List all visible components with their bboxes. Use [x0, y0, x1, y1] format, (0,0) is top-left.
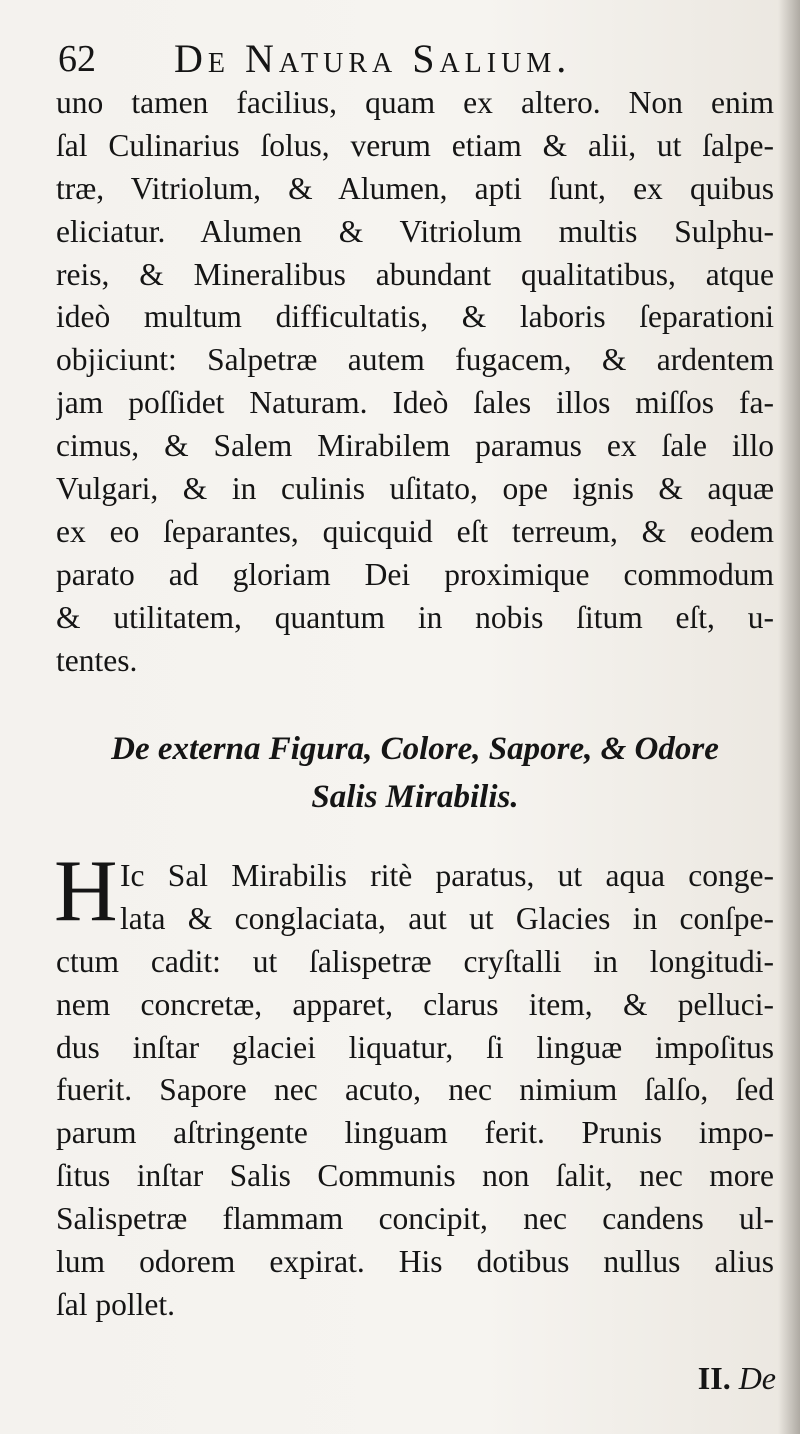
catchword-text: De — [738, 1360, 776, 1396]
text-line: ex eo ſeparantes, quicquid eſt terreum, & eodem — [56, 513, 774, 549]
text-line: jam poſſidet Naturam. Ideò ſales illos miſſos fa- — [56, 385, 774, 421]
text-line: uno tamen facilius, quam ex altero. Non enim — [56, 85, 774, 120]
page-number: 62 — [58, 38, 96, 80]
section-heading — [56, 725, 774, 821]
catchword-numeral: II. — [697, 1360, 731, 1396]
text-line: ideò multum difficultatis, & laboris ſeparationi — [56, 299, 774, 335]
text-line: ſal pollet. — [56, 1286, 175, 1322]
heading-line: Salis Mirabilis. — [311, 779, 519, 815]
text-line: parato ad gloriam Dei proximique commodum — [56, 556, 774, 592]
text-line: fuerit. Sapore nec acuto, nec nimium ſalſo, ſed — [56, 1072, 774, 1108]
text-line: træ, Vitriolum, & Alumen, apti ſunt, ex quibus — [56, 170, 774, 206]
text-line: dus inſtar glaciei liquatur, ſi linguæ impoſitus — [56, 1029, 774, 1065]
running-title: De Natura Salium. — [174, 36, 572, 81]
text-line: eliciatur. Alumen & Vitriolum multis Sulphu- — [56, 213, 774, 249]
page-header — [58, 34, 778, 84]
text-line: ctum cadit: ut ſalispetræ cryſtalli in longitudi- — [56, 943, 774, 979]
text-line: & utilitatem, quantum in nobis ſitum eſt, u- — [56, 599, 774, 635]
text-line: cimus, & Salem Mirabilem paramus ex ſale illo — [56, 428, 774, 464]
text-line: Salispetræ flammam concipit, nec candens ul- — [56, 1201, 774, 1237]
text-line: ſal Culinarius ſolus, verum etiam & alii, ut ſalpe- — [56, 127, 774, 163]
text-line: parum aſtringente linguam ferit. Prunis impo- — [56, 1115, 774, 1151]
text-line: ſitus inſtar Salis Communis non ſalit, nec more — [56, 1158, 774, 1194]
text-line: Vulgari, & in culinis uſitato, ope ignis & aquæ — [56, 471, 774, 507]
text-line: lum odorem expirat. His dotibus nullus alius — [56, 1244, 774, 1280]
text-line: lata & conglaciata, aut ut Glacies in conſpe- — [120, 900, 774, 936]
drop-cap-initial: H — [54, 843, 118, 940]
text-line: tentes. — [56, 642, 138, 678]
heading-line: De externa Figura, Colore, Sapore, & Odore — [111, 731, 719, 767]
text-line: nem concretæ, apparet, clarus item, & pelluci- — [56, 986, 774, 1022]
paragraph-continued — [56, 82, 774, 682]
catchword — [664, 1356, 776, 1400]
text-line: reis, & Mineralibus abundant qualitatibus, atque — [56, 256, 774, 292]
binding-shadow — [778, 0, 800, 1434]
text-line: objiciunt: Salpetræ autem fugacem, & ardentem — [56, 342, 774, 378]
paragraph-description — [54, 843, 774, 1327]
text-line: Ic Sal Mirabilis ritè paratus, ut aqua conge- — [120, 858, 774, 893]
